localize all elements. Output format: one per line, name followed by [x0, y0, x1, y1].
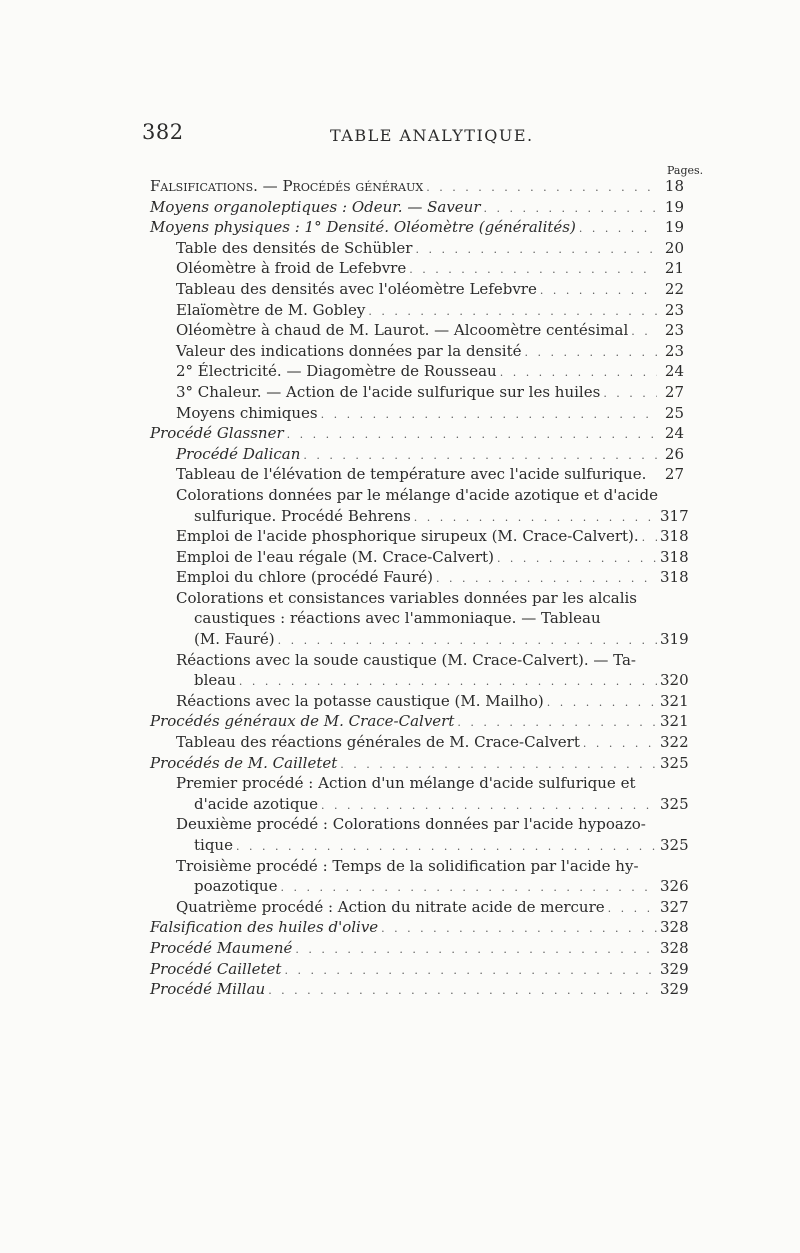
toc-entry-page: 319: [660, 630, 689, 649]
dot-leader: [340, 755, 657, 776]
dot-leader: [457, 713, 657, 734]
toc-entry-page: 24: [664, 362, 684, 381]
dot-leader: [321, 796, 657, 817]
toc-entry-label: Moyens organoleptiques : Odeur. — Saveur: [150, 197, 481, 216]
toc-entry-label: bleau: [194, 671, 236, 690]
toc-entry: [150, 608, 684, 629]
toc-entry: [150, 361, 684, 382]
toc-entry-page: 329: [660, 959, 689, 978]
dot-leader: [603, 384, 657, 405]
dot-leader: [525, 343, 657, 364]
toc-entry: [150, 506, 689, 527]
toc-entry-label: Procédé Cailletet: [150, 959, 282, 978]
toc-entry-page: 318: [660, 527, 689, 546]
toc-entry: [150, 341, 684, 362]
toc-entry: [150, 238, 684, 259]
dot-leader: [280, 878, 657, 899]
toc-entry-label: 3° Chaleur. — Action de l'acide sulfurique sur les huiles: [176, 382, 601, 401]
dot-leader: [608, 899, 657, 920]
toc-entry: [150, 320, 684, 341]
toc-entry-page: 321: [660, 712, 689, 731]
toc-entry-label: Colorations données par le mélange d'acide azotique et d'acide: [176, 485, 659, 504]
toc-entry-page: 22: [664, 279, 684, 298]
dot-leader: [368, 302, 657, 323]
toc-entry: [150, 670, 689, 691]
dot-leader: [426, 178, 657, 199]
toc-entry: [150, 464, 684, 485]
dot-leader: [631, 322, 657, 343]
running-title: TABLE ANALYTIQUE.: [330, 126, 534, 145]
dot-leader: [642, 528, 657, 549]
page-number: 382: [142, 120, 184, 144]
toc-entry-page: 19: [664, 197, 684, 216]
toc-entry: [150, 711, 689, 732]
toc-entry: [150, 382, 684, 403]
dot-leader: [284, 961, 657, 982]
toc-entry: [150, 547, 689, 568]
toc-entry-page: 322: [660, 733, 689, 752]
toc-entry-label: Valeur des indications données par la densité: [176, 341, 522, 360]
toc-entry-label: 2° Électricité. — Diagomètre de Rousseau: [176, 362, 497, 381]
toc-entry: [150, 835, 689, 856]
toc-entry: [150, 856, 684, 877]
toc-entry: [150, 217, 684, 238]
dot-leader: [497, 549, 657, 570]
toc-entry-page: 18: [664, 177, 684, 195]
toc-entry: [150, 300, 684, 321]
toc-entry-label: tique: [194, 836, 233, 854]
toc-entry-page: 320: [660, 671, 689, 690]
toc-entry-page: 329: [660, 980, 689, 999]
toc-entry-label: Procédés généraux de M. Crace-Calvert: [150, 712, 455, 731]
toc-entry-label: Troisième procédé : Temps de la solidification par l'acide hy-: [176, 856, 639, 875]
toc-entry-label: Falsification des huiles d'olive: [150, 918, 379, 937]
toc-entry-label: Moyens physiques : 1° Densité. Oléomètre (généralités): [150, 218, 576, 237]
toc-entry: [150, 176, 684, 197]
toc-entry: [150, 403, 684, 424]
toc-entry-page: 24: [664, 424, 684, 443]
dot-leader: [414, 508, 657, 529]
dot-leader: [321, 405, 657, 426]
toc-entry: [150, 526, 689, 547]
toc-entry-page: 27: [664, 465, 684, 484]
toc-entry-label: Réactions avec la potasse caustique (M. Mailho): [176, 691, 544, 710]
pages-column-label: Pages.: [667, 164, 704, 177]
toc-entry: [150, 691, 689, 712]
toc-entry-label: Procédé Maumené: [150, 938, 293, 957]
toc-entry-page: 327: [660, 897, 689, 916]
toc-entry-label: Oléomètre à chaud de M. Laurot. — Alcoomètre centésimal: [176, 321, 629, 340]
toc-entry-page: 328: [660, 918, 689, 937]
toc-entry: [150, 423, 684, 444]
dot-leader: [484, 199, 658, 220]
toc-entry-page: 321: [660, 691, 689, 710]
toc-entry: [150, 938, 689, 959]
toc-entry-label: sulfurique. Procédé Behrens: [194, 506, 411, 525]
toc-entry: [150, 773, 684, 794]
toc-entry: [150, 588, 684, 609]
dot-leader: [579, 219, 657, 240]
dot-leader: [239, 672, 657, 693]
toc-entry-label: Procédé Millau: [150, 980, 266, 999]
table-of-contents: [150, 176, 689, 1000]
toc-entry-label: poazotique: [194, 877, 278, 896]
toc-entry-page: 325: [660, 753, 689, 772]
toc-entry-label: caustiques : réactions avec l'ammoniaque. — Tableau: [194, 609, 601, 628]
toc-entry-page: 25: [664, 403, 684, 422]
toc-entry-page: 318: [660, 547, 689, 566]
dot-leader: [415, 240, 657, 261]
dot-leader: [500, 363, 657, 384]
toc-entry-page: 325: [660, 794, 689, 813]
toc-entry-label: d'acide azotique: [194, 794, 318, 813]
dot-leader: [295, 940, 657, 961]
toc-entry-page: 318: [660, 568, 689, 587]
toc-entry-label: Réactions avec la soude caustique (M. Crace-Calvert). — Ta-: [176, 650, 636, 669]
toc-entry-page: 19: [664, 218, 684, 237]
toc-entry-label: Deuxième procédé : Colorations données par l'acide hypoazo-: [176, 815, 646, 834]
toc-entry: [150, 794, 689, 815]
toc-entry-label: Moyens chimiques: [176, 403, 318, 422]
dot-leader: [381, 919, 657, 940]
toc-entry-label: Procédé Dalican: [176, 444, 301, 463]
dot-leader: [278, 631, 657, 652]
dot-leader: [540, 281, 657, 302]
toc-entry-page: 23: [664, 321, 684, 340]
toc-entry-label: Colorations et consistances variables données par les alcalis: [176, 588, 638, 607]
toc-entry-label: Tableau de l'élévation de température avec l'acide sulfurique.: [176, 465, 647, 484]
toc-entry-label: Table des densités de Schübler: [176, 238, 413, 257]
toc-entry-page: 317: [660, 506, 689, 525]
toc-entry-page: 23: [664, 341, 684, 360]
dot-leader: [303, 446, 657, 467]
dot-leader: [436, 569, 657, 590]
toc-entry-page: 326: [660, 877, 689, 896]
toc-entry-label: (M. Fauré): [194, 630, 275, 649]
toc-entry-label: Falsifications. — Procédés généraux: [150, 177, 424, 195]
toc-entry-page: 325: [660, 836, 689, 854]
toc-entry-label: Emploi du chlore (procédé Fauré): [176, 568, 433, 587]
toc-entry-page: 23: [664, 300, 684, 319]
toc-entry-page: 328: [660, 938, 689, 957]
toc-entry: [150, 444, 684, 465]
toc-entry-page: 27: [664, 382, 684, 401]
toc-entry-label: Tableau des réactions générales de M. Crace-Calvert: [176, 733, 580, 752]
dot-leader: [236, 837, 657, 858]
toc-entry: [150, 979, 689, 1000]
toc-entry-label: Premier procédé : Action d'un mélange d'acide sulfurique et: [176, 774, 636, 793]
toc-entry-label: Emploi de l'eau régale (M. Crace-Calvert): [176, 547, 494, 566]
dot-leader: [268, 981, 657, 1002]
toc-entry: [150, 753, 689, 774]
toc-entry-page: 21: [664, 259, 684, 278]
toc-entry: [150, 258, 684, 279]
toc-entry-label: Quatrième procédé : Action du nitrate acide de mercure: [176, 897, 605, 916]
toc-entry: [150, 650, 684, 671]
toc-entry-page: 20: [664, 238, 684, 257]
toc-entry: [150, 897, 689, 918]
dot-leader: [409, 260, 657, 281]
toc-entry-label: Procédés de M. Cailletet: [150, 753, 338, 772]
toc-entry: [150, 567, 689, 588]
toc-entry: [150, 279, 684, 300]
toc-entry-page: 26: [664, 444, 684, 463]
toc-entry-label: Tableau des densités avec l'oléomètre Lefebvre: [176, 279, 537, 298]
toc-entry: [150, 732, 689, 753]
dot-leader: [547, 693, 657, 714]
dot-leader: [583, 734, 657, 755]
toc-entry: [150, 917, 689, 938]
toc-entry-label: Procédé Glassner: [150, 424, 284, 443]
toc-entry: [150, 629, 689, 650]
toc-entry-label: Emploi de l'acide phosphorique sirupeux (M. Crace-Calvert).: [176, 527, 639, 546]
toc-entry: [150, 197, 684, 218]
toc-entry: [150, 814, 684, 835]
dot-leader: [287, 425, 657, 446]
toc-entry-label: Oléomètre à froid de Lefebvre: [176, 259, 407, 278]
toc-entry: [150, 876, 689, 897]
toc-entry: [150, 959, 689, 980]
toc-entry: [150, 485, 684, 506]
toc-entry-label: Elaïomètre de M. Gobley: [176, 300, 366, 319]
